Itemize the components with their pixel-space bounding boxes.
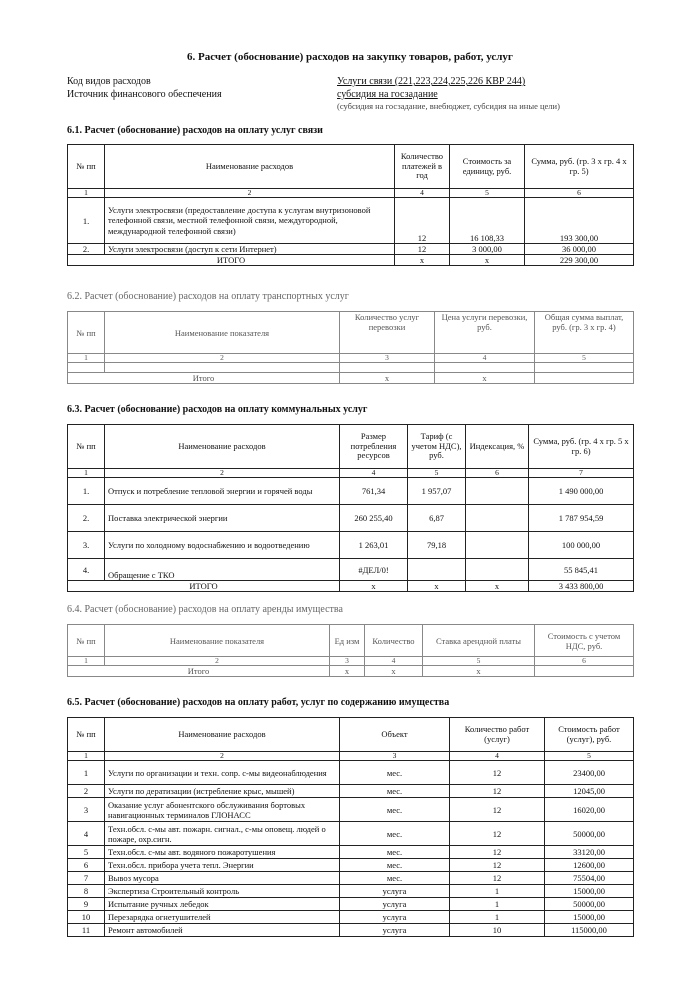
column-number: 6: [535, 657, 634, 666]
cell: 1.: [68, 478, 105, 505]
header-cell: Наименование расходов: [105, 425, 340, 469]
table-rent: [67, 624, 634, 677]
meta-key: Код видов расходов: [67, 76, 151, 87]
cell: 23400,00: [545, 761, 634, 785]
header-cell: Стоимость работ (услуг), руб.: [545, 718, 634, 752]
table-row: [68, 505, 634, 532]
header-cell: Наименование расходов: [105, 145, 395, 189]
table-row: [68, 872, 634, 885]
column-number: 2: [105, 469, 340, 478]
cell: 1: [450, 885, 545, 898]
cell: 6,87: [408, 505, 466, 532]
header-cell: Индексация, %: [466, 425, 529, 469]
cell: 761,34: [340, 478, 408, 505]
table-transport: [67, 311, 634, 384]
cell: Обращение с ТКО: [105, 559, 340, 581]
cell: 15000,00: [545, 885, 634, 898]
header-cell: Количество: [365, 625, 423, 657]
column-number-row: [68, 189, 634, 198]
column-number: 3: [330, 657, 365, 666]
cell: Услуги по дератизации (истребление крыс, мышей): [105, 785, 340, 798]
cell: 9: [68, 898, 105, 911]
column-number: 1: [68, 189, 105, 198]
cell: услуга: [340, 885, 450, 898]
total-row: [68, 666, 634, 677]
cell: 2.: [68, 244, 105, 255]
section-title: 6.1. Расчет (обоснование) расходов на оплату услуг связи: [67, 125, 323, 136]
cell: 260 255,40: [340, 505, 408, 532]
cell: услуга: [340, 898, 450, 911]
cell: [408, 559, 466, 581]
cell: 115000,00: [545, 924, 634, 937]
cell: [466, 559, 529, 581]
cell: 75504,00: [545, 872, 634, 885]
cell: Техн.обсл. прибора учета тепл. Энергии: [105, 859, 340, 872]
cell: 4.: [68, 559, 105, 581]
column-number: 3: [340, 354, 435, 363]
cell: x: [340, 581, 408, 592]
cell: 1: [450, 898, 545, 911]
column-number: 4: [365, 657, 423, 666]
cell: 3: [68, 798, 105, 822]
column-number: 2: [105, 189, 395, 198]
total-label: ИТОГО: [68, 581, 340, 592]
table-row: [68, 761, 634, 785]
column-number-row: [68, 657, 634, 666]
cell: 16020,00: [545, 798, 634, 822]
header-cell: Наименование расходов: [105, 718, 340, 752]
section-title: 6.5. Расчет (обоснование) расходов на оплату работ, услуг по содержанию имущества: [67, 697, 450, 708]
column-number: 4: [340, 469, 408, 478]
cell: 15000,00: [545, 911, 634, 924]
header-cell: № пп: [68, 312, 105, 354]
cell: 50000,00: [545, 898, 634, 911]
table-row: [68, 198, 634, 244]
header-cell: № пп: [68, 145, 105, 189]
column-number-row: [68, 469, 634, 478]
column-number: 1: [68, 752, 105, 761]
cell: 4: [68, 822, 105, 846]
cell: мес.: [340, 846, 450, 859]
header-cell: Стоимость с учетом НДС, руб.: [535, 625, 634, 657]
table-utilities: [67, 424, 634, 592]
cell: 3 000,00: [450, 244, 525, 255]
column-number: 4: [435, 354, 535, 363]
cell: 12045,00: [545, 785, 634, 798]
cell: 7: [68, 872, 105, 885]
table-row: [68, 363, 634, 373]
table-maintenance: [67, 717, 634, 937]
table-row: [68, 559, 634, 581]
column-number: 5: [545, 752, 634, 761]
cell: 5: [68, 846, 105, 859]
table-row: [68, 885, 634, 898]
column-number: 5: [535, 354, 634, 363]
cell: x: [395, 255, 450, 266]
column-number: 6: [525, 189, 634, 198]
cell: Техн.обсл. с-мы авт. водяного пожаротушения: [105, 846, 340, 859]
total-row: [68, 255, 634, 266]
cell: 1: [68, 761, 105, 785]
header-cell: Наименование показателя: [105, 312, 340, 354]
cell: 11: [68, 924, 105, 937]
cell: мес.: [340, 761, 450, 785]
header-cell: Размер потребления ресурсов: [340, 425, 408, 469]
header-cell: Стоимость за единицу, руб.: [450, 145, 525, 189]
cell: 1 787 954,59: [529, 505, 634, 532]
cell: 33120,00: [545, 846, 634, 859]
section-title: 6.4. Расчет (обоснование) расходов на оплату аренды имущества: [67, 604, 343, 615]
table-row: [68, 859, 634, 872]
document-title: 6. Расчет (обоснование) расходов на закупку товаров, работ, услуг: [187, 51, 513, 63]
cell: x: [466, 581, 529, 592]
cell: 1.: [68, 198, 105, 244]
header-cell: № пп: [68, 625, 105, 657]
cell: x: [435, 373, 535, 384]
cell: мес.: [340, 798, 450, 822]
header-cell: Количество работ (услуг): [450, 718, 545, 752]
cell: мес.: [340, 822, 450, 846]
total-label: ИТОГО: [68, 255, 395, 266]
cell: 12: [450, 846, 545, 859]
header-cell: Сумма, руб. (гр. 3 х гр. 4 х гр. 5): [525, 145, 634, 189]
cell: 12: [395, 198, 450, 244]
column-number: 4: [450, 752, 545, 761]
cell: мес.: [340, 785, 450, 798]
cell: 12: [450, 761, 545, 785]
header-cell: Количество платежей в год: [395, 145, 450, 189]
column-number: 1: [68, 354, 105, 363]
meta-value: Услуги связи (221,223,224,225,226 КВР 244): [337, 76, 526, 87]
column-number: 5: [423, 657, 535, 666]
cell: 12: [450, 822, 545, 846]
table-row: [68, 898, 634, 911]
total-value: 3 433 800,00: [529, 581, 634, 592]
table-communication: [67, 144, 634, 266]
meta-value: субсидия на госзадание: [337, 89, 438, 100]
cell: Испытание ручных лебедок: [105, 898, 340, 911]
header-cell: Тариф (с учетом НДС), руб.: [408, 425, 466, 469]
header-cell: Ед изм: [330, 625, 365, 657]
header-cell: Ставка арендной платы: [423, 625, 535, 657]
cell: мес.: [340, 872, 450, 885]
cell: x: [450, 255, 525, 266]
cell: 100 000,00: [529, 532, 634, 559]
table-row: [68, 924, 634, 937]
cell: x: [408, 581, 466, 592]
cell: 3.: [68, 532, 105, 559]
cell: 36 000,00: [525, 244, 634, 255]
column-number: 1: [68, 469, 105, 478]
table-row: [68, 822, 634, 846]
total-label: Итого: [68, 666, 330, 677]
header-cell: Количество услуг перевозки: [340, 312, 435, 354]
cell: 1 490 000,00: [529, 478, 634, 505]
cell: x: [340, 373, 435, 384]
cell: Услуги электросвязи (предоставление доступа к услугам внутризоновой телефонной связи, местной телефонной связи, междугородной, международной телефонной связи): [105, 198, 395, 244]
cell: Услуги по холодному водоснабжению и водоотведению: [105, 532, 340, 559]
column-number: 4: [395, 189, 450, 198]
total-row: [68, 581, 634, 592]
cell: #ДЕЛ/0!: [340, 559, 408, 581]
table-row: [68, 532, 634, 559]
cell: 12: [395, 244, 450, 255]
cell: [466, 505, 529, 532]
cell: x: [423, 666, 535, 677]
header-cell: № пп: [68, 718, 105, 752]
cell: Услуги электросвязи (доступ к сети Интернет): [105, 244, 395, 255]
total-row: [68, 373, 634, 384]
column-number: 1: [68, 657, 105, 666]
column-number: 5: [450, 189, 525, 198]
column-number: 2: [105, 657, 330, 666]
table-row: [68, 798, 634, 822]
header-cell: Объект: [340, 718, 450, 752]
cell: 2: [68, 785, 105, 798]
total-value: 229 300,00: [525, 255, 634, 266]
cell: 12: [450, 798, 545, 822]
cell: Услуги по организации и техн. сопр. с-мы видеонаблюдения: [105, 761, 340, 785]
cell: Отпуск и потребление тепловой энергии и горячей воды: [105, 478, 340, 505]
section-title: 6.3. Расчет (обоснование) расходов на оплату коммунальных услуг: [67, 404, 368, 415]
cell: 79,18: [408, 532, 466, 559]
cell: 2.: [68, 505, 105, 532]
cell: 12: [450, 785, 545, 798]
cell: услуга: [340, 911, 450, 924]
column-number: 3: [340, 752, 450, 761]
cell: 1 957,07: [408, 478, 466, 505]
header-cell: № пп: [68, 425, 105, 469]
column-number: 6: [466, 469, 529, 478]
table-row: [68, 478, 634, 505]
cell: Экспертиза Строительный контроль: [105, 885, 340, 898]
cell: 55 845,41: [529, 559, 634, 581]
cell: Перезарядка огнетушителей: [105, 911, 340, 924]
header-cell: Цена услуги перевозки, руб.: [435, 312, 535, 354]
cell: 193 300,00: [525, 198, 634, 244]
column-number-row: [68, 354, 634, 363]
cell: Оказание услуг абонентского обслуживания бортовых навигационных терминалов ГЛОНАСС: [105, 798, 340, 822]
cell: Вывоз мусора: [105, 872, 340, 885]
column-number: 2: [105, 354, 340, 363]
cell: [466, 532, 529, 559]
header-cell: Сумма, руб. (гр. 4 х гр. 5 х гр. 6): [529, 425, 634, 469]
cell: 12: [450, 872, 545, 885]
cell: 1 263,01: [340, 532, 408, 559]
cell: 10: [450, 924, 545, 937]
cell: 8: [68, 885, 105, 898]
table-row: [68, 911, 634, 924]
cell: мес.: [340, 859, 450, 872]
cell: 50000,00: [545, 822, 634, 846]
total-label: Итого: [68, 373, 340, 384]
cell: 10: [68, 911, 105, 924]
table-row: [68, 785, 634, 798]
cell: 6: [68, 859, 105, 872]
section-title: 6.2. Расчет (обоснование) расходов на оплату транспортных услуг: [67, 291, 349, 302]
column-number: 2: [105, 752, 340, 761]
cell: Ремонт автомобилей: [105, 924, 340, 937]
cell: x: [330, 666, 365, 677]
cell: 16 108,33: [450, 198, 525, 244]
table-row: [68, 846, 634, 859]
column-number-row: [68, 752, 634, 761]
column-number: 7: [529, 469, 634, 478]
column-number: 5: [408, 469, 466, 478]
table-row: [68, 244, 634, 255]
cell: x: [365, 666, 423, 677]
header-cell: Наименование показателя: [105, 625, 330, 657]
meta-hint: (субсидия на госзадание, внебюджет, субсидия на иные цели): [337, 101, 560, 111]
cell: 12: [450, 859, 545, 872]
cell: 12600,00: [545, 859, 634, 872]
cell: Поставка электрической энергии: [105, 505, 340, 532]
cell: [466, 478, 529, 505]
header-cell: Общая сумма выплат, руб. (гр. 3 х гр. 4): [535, 312, 634, 354]
cell: 1: [450, 911, 545, 924]
cell: услуга: [340, 924, 450, 937]
cell: Техн.обсл. с-мы авт. пожарн. сигнал., с-мы оповещ. людей о пожаре, охр.сигн.: [105, 822, 340, 846]
meta-key: Источник финансового обеспечения: [67, 89, 222, 100]
